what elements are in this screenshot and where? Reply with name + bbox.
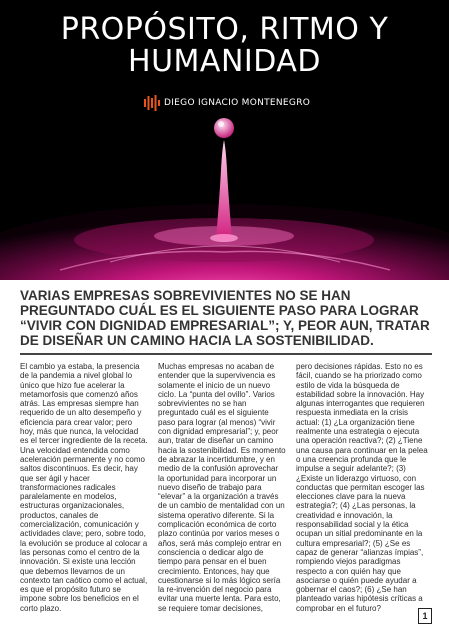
- article-title: [0, 14, 449, 78]
- title-line-1: PROPÓSITO, RITMO Y: [60, 12, 389, 47]
- body-column-3: pero decisiones rápidas. Esto no es fácil, cuando se ha priorizado como estilo de vida la búsqueda de estabilidad sobre la innovación. Hay algunas interrogantes que requieren respuesta inmediata en la crisis actual: (1) ¿La organización tiene realmente una estrategia o ejecuta una operación reactiva?; (2) ¿Tiene una causa para continuar en la pelea o una creencia profunda que le impulse a seguir adelante?; (3) ¿Existe un liderazgo virtuoso, con conductas que permitan escoger las elecciones clave para la nueva estrategia?; (4) ¿Las personas, la creatividad e innovación, la responsabilidad social y la ética ocupan un sitial predominante en la cultura empresarial?; (5) ¿Se es capaz de generar “alianzas ímpias”, rompiendo viejos paradigmas respecto a con quién hay que asociarse o quién puede ayudar a gobernar el caos?; (6) ¿Se han planteado varias hipótesis críticas a comprobar en el futuro?: [296, 362, 428, 613]
- lead-paragraph: VARIAS EMPRESAS SOBREVIVIENTES NO SE HAN PREGUNTADO CUÁL ES EL SIGUIENTE PASO PARA LOGRAR “VIVIR CON DIGNIDAD EMPRESARIAL”; Y, PEOR AUN, TRATAR DE DISEÑAR UN CAMINO HACIA LA SOSTENIBILIDAD.: [20, 288, 430, 348]
- title-line-2: HUMANIDAD: [128, 44, 321, 79]
- author-name: DIEGO IGNACIO MONTENEGRO: [164, 98, 311, 108]
- body-column-2: Muchas empresas no acaban de entender que la supervivencia es solamente el inicio de un nuevo ciclo. La “punta del ovillo”. Varios sobrevivientes no se han preguntado cuál es el siguiente paso para lograr (al menos) “vivir con dignidad empresarial”; y, peor aun, tratar de diseñar un camino hacia la sostenibilidad. Es momento de abrazar la incertidumbre, y en medio de la confusión aprovechar la oportunidad para incorporar un nuevo diseño de trabajo para “elevar” a la organización a través de un cambio de mentalidad con un sistema operativo diferente. Si la complicación económica de corto plazo continúa por varios meses o años, será más complejo entrar en consciencia o dedicar algo de tiempo para pensar en el buen crecimiento. Entonces, hay que cuestionarse si lo más lógico sería la re-invención del negocio para evitar una muerte lenta. Para esto, se requiere tomar decisiones,: [158, 362, 286, 613]
- hero-image: [0, 0, 449, 280]
- page-number: 1: [418, 608, 432, 624]
- sound-bars-logo-icon: [144, 95, 160, 111]
- author-byline: [144, 95, 310, 111]
- body-column-1: El cambio ya estaba, la presencia de la pandemia a nivel global lo único que hizo fue acelerar la metamorfosis que comenzó años atrás. Las empresas siempre han requerido de un alto desempeño y eficiencia para crear valor; pero hoy, más que nunca, la velocidad es el tercer ingrediente de la receta. Una velocidad entendida como aceleración permanente y no como saltos discontinuos. Es decir, hay que ser ágil y hacer transformaciones radicales paralelamente en modelos, estructuras organizacionales, productos, canales de comercialización, comunicación y actividades clave; pero, sobre todo, la evolución se produce al colocar a las personas como el centro de la innovación. Si existe una lección que debemos llevarnos de un contexto tan caótico como el actual, es que el propósito futuro se impone sobre los beneficios en el corto plazo.: [20, 362, 148, 613]
- divider: [20, 353, 432, 355]
